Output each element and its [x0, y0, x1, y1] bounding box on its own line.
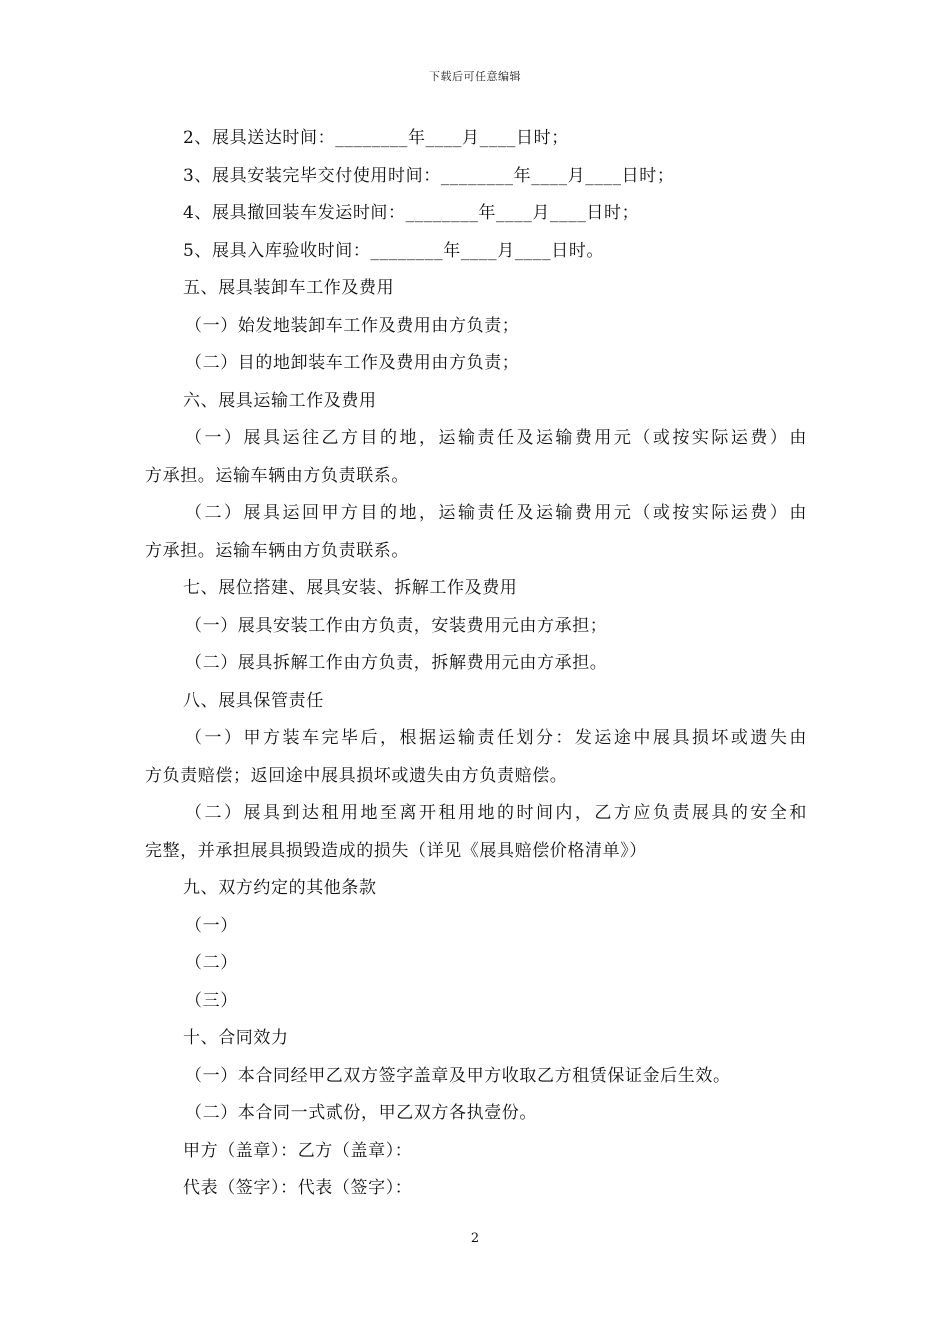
page-number: 2: [470, 1231, 480, 1246]
text-line: 五、展具装卸车工作及费用: [183, 278, 395, 298]
text-line: （一）本合同经甲乙双方签字盖章及甲方收取乙方租赁保证金后生效。: [185, 1065, 731, 1086]
text-line: 方承担。运输车辆由方负责联系。: [145, 465, 409, 486]
text-line: 方负责赔偿；返回途中展具损坏或遗失由方负责赔偿。: [145, 765, 568, 786]
text-line: （二）本合同一式贰份，甲乙双方各执壹份。: [185, 1103, 537, 1123]
text-line: 甲方（盖章）：乙方（盖章）：: [183, 1140, 413, 1161]
text-line: 2、展具送达时间：________年____月____日时；: [183, 128, 569, 148]
text-line: （一）甲方装车完毕后，根据运输责任划分：发运途中展具损坏或遗失由: [185, 728, 807, 748]
text-line: 方承担。运输车辆由方负责联系。: [145, 540, 409, 561]
text-line: （一）始发地装卸车工作及费用由方负责；: [185, 315, 520, 336]
text-line: 5、展具入库验收时间：________年____月____日时。: [183, 240, 605, 261]
document-body: [145, 120, 807, 1208]
text-line: （二）目的地卸装车工作及费用由方负责；: [185, 353, 520, 373]
page-header: 下载后可任意编辑: [429, 70, 521, 83]
text-line: 七、展位搭建、展具安装、拆解工作及费用: [183, 578, 518, 598]
text-line: （二）展具拆解工作由方负责，拆解费用元由方承担。: [185, 653, 608, 673]
text-line: 六、展具运输工作及费用: [183, 390, 377, 411]
text-line: 3、展具安装完毕交付使用时间：________年____月____日时；: [183, 165, 675, 186]
text-line: （三）: [185, 990, 238, 1011]
text-line: 代表（签字）：代表（签字）：: [183, 1178, 413, 1198]
text-line: 十、合同效力: [183, 1028, 289, 1048]
text-line: （二）展具运回甲方目的地，运输责任及运输费用元（或按实际运费）由: [185, 503, 807, 523]
text-line: 九、双方约定的其他条款: [183, 878, 377, 898]
text-line: （二）展具到达租用地至离开租用地的时间内，乙方应负责展具的安全和: [185, 803, 807, 823]
text-line: （一）展具运往乙方目的地，运输责任及运输费用元（或按实际运费）由: [185, 428, 807, 448]
text-line: 完整，并承担展具损毁造成的损失（详见《展具赔偿价格清单》）: [145, 840, 647, 861]
text-line: （二）: [185, 953, 238, 973]
text-line: （一）: [185, 915, 238, 936]
text-line: 4、展具撤回装车发运时间：________年____月____日时；: [183, 203, 640, 223]
text-line: 八、展具保管责任: [183, 690, 324, 711]
text-line: （一）展具安装工作由方负责，安装费用元由方承担；: [185, 615, 608, 636]
